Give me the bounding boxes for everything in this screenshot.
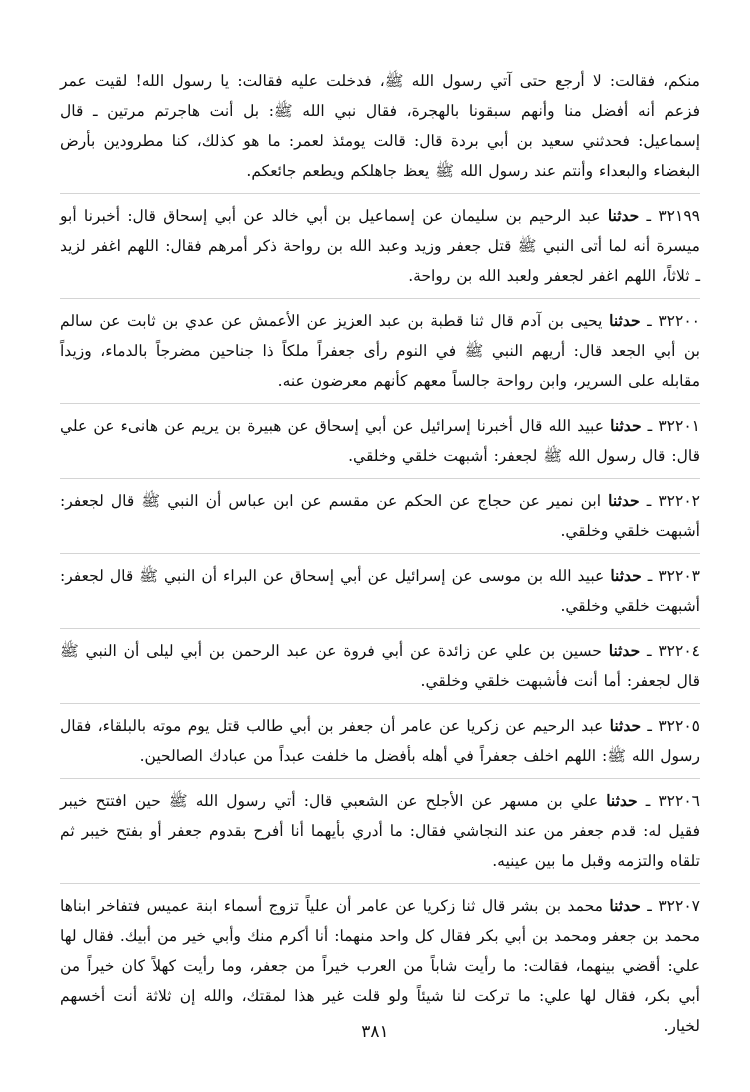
hadith-heading: حدثنا bbox=[610, 566, 642, 585]
hadith-heading: حدثنا bbox=[608, 491, 640, 510]
hadith-text: حسين بن علي عن زائدة عن أبي فروة عن عبد الرحمن بن أبي ليلى أن النبي ﷺ قال لجعفر: أما أنت فأشبهت خلقي وخلقي. bbox=[60, 642, 700, 690]
hadith-heading: حدثنا bbox=[608, 641, 641, 660]
hadith-32204: ٣٢٢٠٤ ـ حدثنا حسين بن علي عن زائدة عن أبي فروة عن عبد الرحمن بن أبي ليلى أن النبي ﷺ قال لجعفر: أما أنت فأشبهت خلقي وخلقي. bbox=[60, 636, 700, 704]
hadith-number: ٣٢٢٠١ bbox=[658, 417, 700, 435]
page-number: ٣٨١ bbox=[361, 1022, 389, 1042]
hadith-number: ٣٢٢٠٢ bbox=[658, 492, 700, 510]
hadith-32203: ٣٢٢٠٣ ـ حدثنا عبيد الله بن موسى عن إسرائيل عن أبي إسحاق عن البراء أن النبي ﷺ قال لجعفر: أشبهت خلقي وخلقي. bbox=[60, 561, 700, 629]
hadith-text: عبيد الله بن موسى عن إسرائيل عن أبي إسحاق عن البراء أن النبي ﷺ قال لجعفر: أشبهت خلقي وخلقي. bbox=[60, 567, 700, 615]
hadith-heading: حدثنا bbox=[609, 716, 642, 735]
hadith-32201: ٣٢٢٠١ ـ حدثنا عبيد الله قال أخبرنا إسرائيل عن أبي إسحاق عن هبيرة بن يريم عن هانىء عن علي قال: قال رسول الله ﷺ لجعفر: أشبهت خلقي وخلقي. bbox=[60, 411, 700, 479]
hadith-text: عبد الرحيم بن سليمان عن إسماعيل بن أبي خالد عن أبي إسحاق قال: أخبرنا أبو ميسرة أنه لما أتى النبي ﷺ قتل جعفر وزيد وعبد الله بن رواحة ذكر أمرهم فقال: اللهم اغفر لزيد ـ ثلاثاً، اللهم اغفر لجعفر ولعبد الله بن رواحة. bbox=[60, 207, 700, 285]
hadith-heading: حدثنا bbox=[610, 416, 642, 435]
hadith-32202: ٣٢٢٠٢ ـ حدثنا ابن نمير عن حجاج عن الحكم عن مقسم عن ابن عباس أن النبي ﷺ قال لجعفر: أشبهت خلقي وخلقي. bbox=[60, 486, 700, 554]
hadith-number: ٣٢٢٠٥ bbox=[658, 717, 700, 735]
hadith-32199: ٣٢١٩٩ ـ حدثنا عبد الرحيم بن سليمان عن إسماعيل بن أبي خالد عن أبي إسحاق قال: أخبرنا أبو ميسرة أنه لما أتى النبي ﷺ قتل جعفر وزيد وعبد الله بن رواحة ذكر أمرهم فقال: اللهم اغفر لزيد ـ ثلاثاً، اللهم اغفر لجعفر ولعبد الله بن رواحة. bbox=[60, 201, 700, 299]
hadith-text: عبيد الله قال أخبرنا إسرائيل عن أبي إسحاق عن هبيرة بن يريم عن هانىء عن علي قال: قال رسول الله ﷺ لجعفر: أشبهت خلقي وخلقي. bbox=[60, 417, 700, 465]
hadith-text: يحيى بن آدم قال ثنا قطبة بن عبد العزيز عن الأعمش عن عدي بن ثابت عن سالم بن أبي الجعد قال: أريهم النبي ﷺ في النوم رأى جعفراً ملكاً ذا جناحين مضرجاً بالدماء، وزيداً مقابله على السرير، وابن رواحة جالساً معهم كأنهم معرضون عنه. bbox=[60, 312, 700, 390]
hadith-32206: ٣٢٢٠٦ ـ حدثنا علي بن مسهر عن الأجلح عن الشعبي قال: أتي رسول الله ﷺ حين افتتح خيبر فقيل له: قدم جعفر من عند النجاشي فقال: ما أدري بأيهما أنا أفرح بقدوم جعفر أو بفتح خيبر ثم تلقاه والتزمه وقبل ما بين عينيه. bbox=[60, 786, 700, 884]
page-body bbox=[60, 66, 700, 1055]
hadith-heading: حدثنا bbox=[609, 896, 641, 915]
hadith-text: عبد الرحيم عن زكريا عن عامر أن جعفر بن أبي طالب قتل يوم موته بالبلقاء، فقال رسول الله ﷺ: اللهم اخلف جعفراً في أهله بأفضل ما خلفت عبداً من عبادك الصالحين. bbox=[60, 717, 700, 765]
hadith-number: ٣٢٢٠٦ bbox=[658, 792, 700, 810]
hadith-number: ٣٢٢٠٤ bbox=[658, 642, 700, 660]
intro-paragraph bbox=[60, 66, 700, 194]
hadith-heading: حدثنا bbox=[607, 206, 640, 225]
hadith-number: ٣٢٢٠٣ bbox=[658, 567, 700, 585]
hadith-text: محمد بن بشر قال ثنا زكريا عن عامر أن علياً تزوج أسماء ابنة عميس فتفاخر ابناها محمد بن جعفر ومحمد بن أبي بكر فقال كل واحد منهما: أنا أكرم منك وأبي خير من أبيك. فقال لها علي: أقضي بينهما، فقالت: ما رأيت شاباً من العرب خيراً من جعفر، وما رأيت كهلاً كان خيراً من أبي بكر، فقال لها علي: ما تركت لنا شيئاً ولو قلت غير هذا لمقتك، والله إن ثلاثة أنت أخسهم لخيار. bbox=[60, 897, 700, 1035]
intro-text: منكم، فقالت: لا أرجع حتى آتي رسول الله ﷺ، فدخلت عليه فقالت: يا رسول الله! لقيت عمر فزعم أنه أفضل منا وأنهم سبقونا بالهجرة، فقال نبي الله ﷺ: بل أنت هاجرتم مرتين ـ قال إسماعيل: فحدثني سعيد بن أبي بردة قال: قالت يومئذ لعمر: ما هو كذلك، كنا مطرودين بأرض البغضاء والبعداء وأنتم عند رسول الله ﷺ يعظ جاهلكم ويطعم جائعكم. bbox=[60, 72, 700, 180]
hadith-number: ٣٢٢٠٧ bbox=[658, 897, 700, 915]
hadith-32200: ٣٢٢٠٠ ـ حدثنا يحيى بن آدم قال ثنا قطبة بن عبد العزيز عن الأعمش عن عدي بن ثابت عن سالم بن أبي الجعد قال: أريهم النبي ﷺ في النوم رأى جعفراً ملكاً ذا جناحين مضرجاً بالدماء، وزيداً مقابله على السرير، وابن رواحة جالساً معهم كأنهم معرضون عنه. bbox=[60, 306, 700, 404]
hadith-number: ٣٢٢٠٠ bbox=[658, 312, 700, 330]
hadith-32205: ٣٢٢٠٥ ـ حدثنا عبد الرحيم عن زكريا عن عامر أن جعفر بن أبي طالب قتل يوم موته بالبلقاء، فقال رسول الله ﷺ: اللهم اخلف جعفراً في أهله بأفضل ما خلفت عبداً من عبادك الصالحين. bbox=[60, 711, 700, 779]
hadith-32207: ٣٢٢٠٧ ـ حدثنا محمد بن بشر قال ثنا زكريا عن عامر أن علياً تزوج أسماء ابنة عميس فتفاخر ابناها محمد بن جعفر ومحمد بن أبي بكر فقال كل واحد منهما: أنا أكرم منك وأبي خير من أبيك. فقال لها علي: أقضي بينهما، فقالت: ما رأيت شاباً من العرب خيراً من جعفر، وما رأيت كهلاً كان خيراً من أبي بكر، فقال لها علي: ما تركت لنا شيئاً ولو قلت غير هذا لمقتك، والله إن ثلاثة أنت أخسهم لخيار. bbox=[60, 896, 700, 1035]
hadith-text: ابن نمير عن حجاج عن الحكم عن مقسم عن ابن عباس أن النبي ﷺ قال لجعفر: أشبهت خلقي وخلقي. bbox=[60, 492, 700, 540]
hadith-text: علي بن مسهر عن الأجلح عن الشعبي قال: أتي رسول الله ﷺ حين افتتح خيبر فقيل له: قدم جعفر من عند النجاشي فقال: ما أدري بأيهما أنا أفرح بقدوم جعفر أو بفتح خيبر ثم تلقاه والتزمه وقبل ما بين عينيه. bbox=[60, 792, 700, 870]
hadith-number: ٣٢١٩٩ bbox=[658, 207, 700, 225]
hadith-heading: حدثنا bbox=[606, 791, 638, 810]
hadith-heading: حدثنا bbox=[609, 311, 641, 330]
